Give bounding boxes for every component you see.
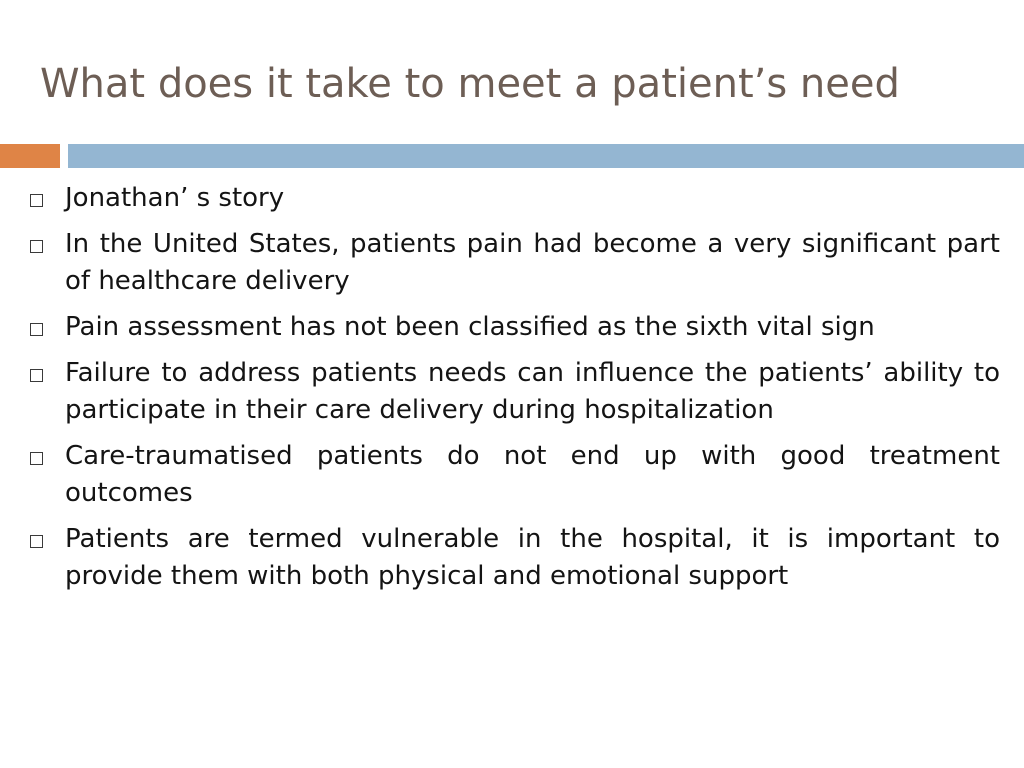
- accent-bar-orange: [0, 144, 60, 168]
- hollow-square-icon: [30, 369, 43, 382]
- bullet-text: Jonathan’ s story: [65, 183, 285, 213]
- bullet-text: Pain assessment has not been classified as the sixth vital sign: [65, 312, 875, 342]
- bullet-text: Care-traumatised patients do not end up with good treatment outcomes: [65, 441, 1000, 508]
- list-item: [30, 180, 1000, 217]
- bullet-text: In the United States, patients pain had become a very significant part of healthcare delivery: [65, 229, 1000, 296]
- bullet-text: Patients are termed vulnerable in the hospital, it is important to provide them with both physical and emotional support: [65, 524, 1000, 591]
- bullet-text: Failure to address patients needs can influence the patients’ ability to participate in their care delivery during hospitalization: [65, 358, 1000, 425]
- bullet-list: [30, 180, 1000, 604]
- hollow-square-icon: [30, 323, 43, 336]
- list-item: [30, 226, 1000, 300]
- hollow-square-icon: [30, 535, 43, 548]
- list-item: [30, 309, 1000, 346]
- list-item: [30, 355, 1000, 429]
- hollow-square-icon: [30, 194, 43, 207]
- hollow-square-icon: [30, 452, 43, 465]
- slide-title: What does it take to meet a patient’s need: [40, 61, 900, 107]
- list-item: [30, 438, 1000, 512]
- accent-bar-blue: [68, 144, 1024, 168]
- hollow-square-icon: [30, 240, 43, 253]
- list-item: [30, 521, 1000, 595]
